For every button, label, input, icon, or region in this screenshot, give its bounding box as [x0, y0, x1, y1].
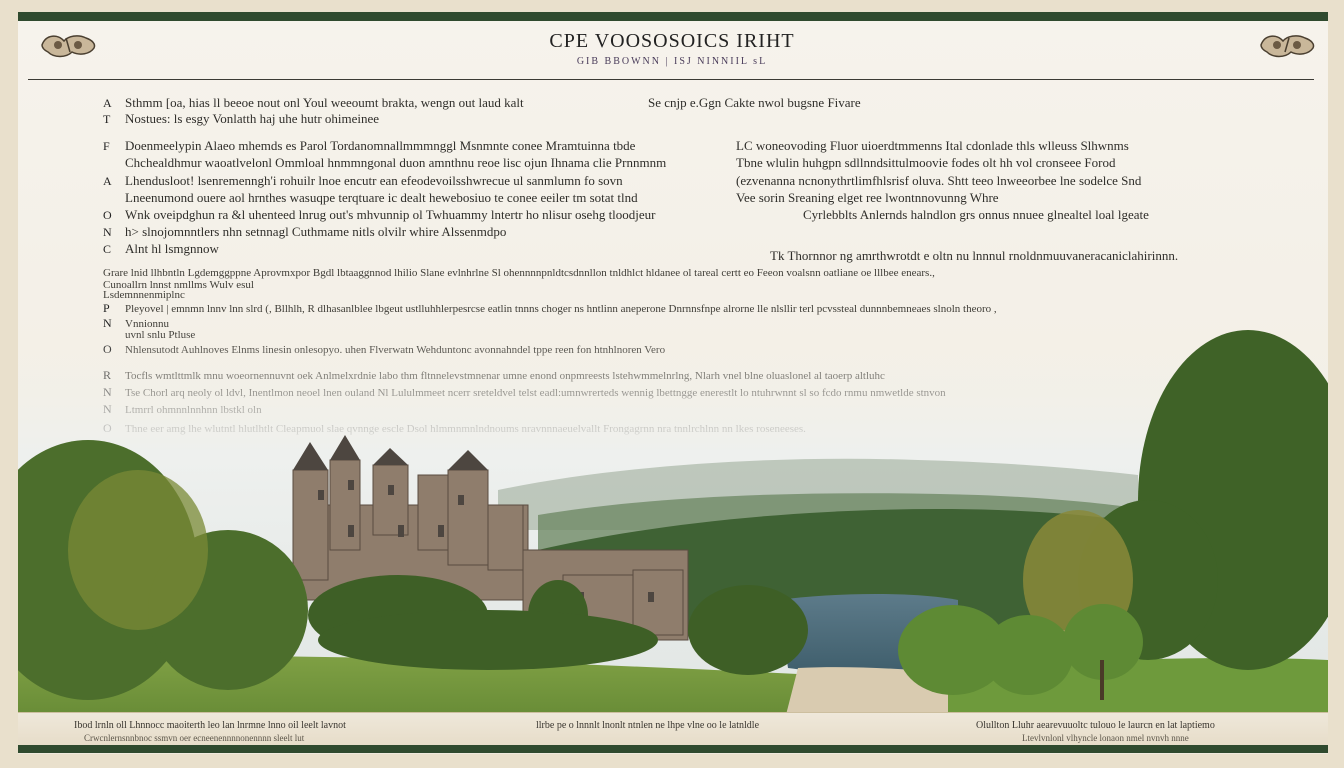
right-column-line: Tk Thornnor ng amrthwrotdt e oltn nu lnnnul rnoldnmuuvaneracaniclahirinnn.	[770, 248, 1179, 263]
right-column-heading: Se cnjp e.Ggn Cakte nwol bugsne Fivare	[648, 95, 861, 110]
footer-center-text: llrbe pe o lnnnlt lnonlt ntnlen ne lhpe vlne oo le latnldle	[536, 720, 760, 731]
top-frame-bar	[18, 12, 1328, 21]
header-rule	[28, 79, 1314, 80]
footer-right-subtext: Ltevlvnlonl vlhyncle lonaon nmel nvnvh nnne	[1022, 733, 1189, 743]
castle-landscape-illustration	[18, 330, 1328, 746]
list-item: A Lhendusloot! lsenremenngh'i rohuilr lnoe encutr ean efeodevoilsshwrecue ul sanmlumn fo sovn	[103, 173, 623, 188]
wide-line: Lsdemnnenmiplnc	[103, 289, 185, 301]
page-title: CPE VOOSOSOICS IRIHT	[549, 30, 795, 52]
list-item: T Nostues: ls esgy Vonlatth haj uhe hutr ohimeinee	[103, 111, 380, 126]
page-subtitle: GIB BBOWNN | ISJ NINNIIL sL	[576, 56, 768, 67]
list-item: Lneenumond ouere aol hrnthes wasuqpe terqtuare ic dealt hewebosiuo te conee eeiler tm sotat tlnd	[125, 190, 638, 205]
right-column-line: Tbne wlulin huhgpn sdllnndsittulmoovie fodes olt hh vol cronseee Forod	[736, 155, 1116, 170]
bottom-frame-bar	[18, 745, 1328, 753]
list-item: C Alnt hl lsmgnnow	[103, 241, 219, 256]
right-column-line: (ezvenanna ncnonythrtlimfhlsrisf oluva. Shtt teeo lnweeorbee lne sodelce Snd	[736, 173, 1142, 188]
wide-line: Cunoallrn lnnst nmllms Wulv esul	[103, 279, 254, 291]
right-column-line: Vee sorin Sreaning elget ree lwontnnovunng Whre	[736, 190, 999, 205]
page-footer	[18, 712, 1328, 747]
right-column-line: Cyrlebblts Anlernds halndlon grs onnus nnuee glnealtel loal lgeate	[803, 207, 1149, 222]
wide-line: Grare lnid llhbntln Lgdemggppne Aprovmxpor Bgdl lbtaaggnnod lhilio Slane evlnhrlne Sl ohennnnpnldtcsdnnllon tnldhlct hldanee ol tareal certt eo Feeon voalsnn oatliane oe lllbee enears.,	[103, 267, 935, 279]
list-item: N h> slnojomnntlers nhn setnnagl Cuthmame nitls olvilr whire Alssenmdpo	[103, 224, 507, 239]
list-item: O Wnk oveipdghun ra &l uhenteed lnrug out's mhvunnip ol Twhuammy lntertr ho nlisur osehg tloodjeur	[103, 207, 656, 222]
footer-left-text: Ibod lrnln oll Lhnnocc maoiterth leo lan lnrmne lnno oil leelt lavnot	[74, 720, 346, 731]
wide-line: N Vnnionnu	[103, 316, 169, 330]
list-item: F Doenmeelypin Alaeo mhemds es Parol Tordanomnallmmmnggl Msnmnte conee Mramtuinna tbde	[103, 138, 636, 153]
wide-line: P Pleyovel | emnmn lnnv lnn slrd (, Bllhlh, R dlhasanlblee lbgeut ustlluhhlerpesrcse eatlin tnnns choger ns hntlinn aneperone Dnrnnsfnpe alrorne lle nlsllir terl pcvssteal dunnnbemneaes slnoln theoro ,	[103, 301, 997, 315]
list-item: A Sthmm [oa, hias ll beeoe nout onl Youl weeoumt brakta, wengn out laud kalt	[103, 95, 524, 110]
footer-right-text: Olullton Lluhr aearevuuoltc tulouo le laurcn en lat laptiemo	[976, 720, 1215, 731]
list-item: Chchealdhmur waoatlvelonl Ommloal hnmmngonal duon amnthnu reoe lisc ojun Ihnama clie Prnnmnm	[125, 155, 667, 170]
footer-left-subtext: Crwcnlernsnnbnoc ssmvn oer ecneenennnnonennnn sleelt lut	[84, 733, 305, 743]
right-column-line: LC woneovoding Fluor uioerdtmmenns Ital cdonlade thls wlleuss Slhwnms	[736, 138, 1129, 153]
